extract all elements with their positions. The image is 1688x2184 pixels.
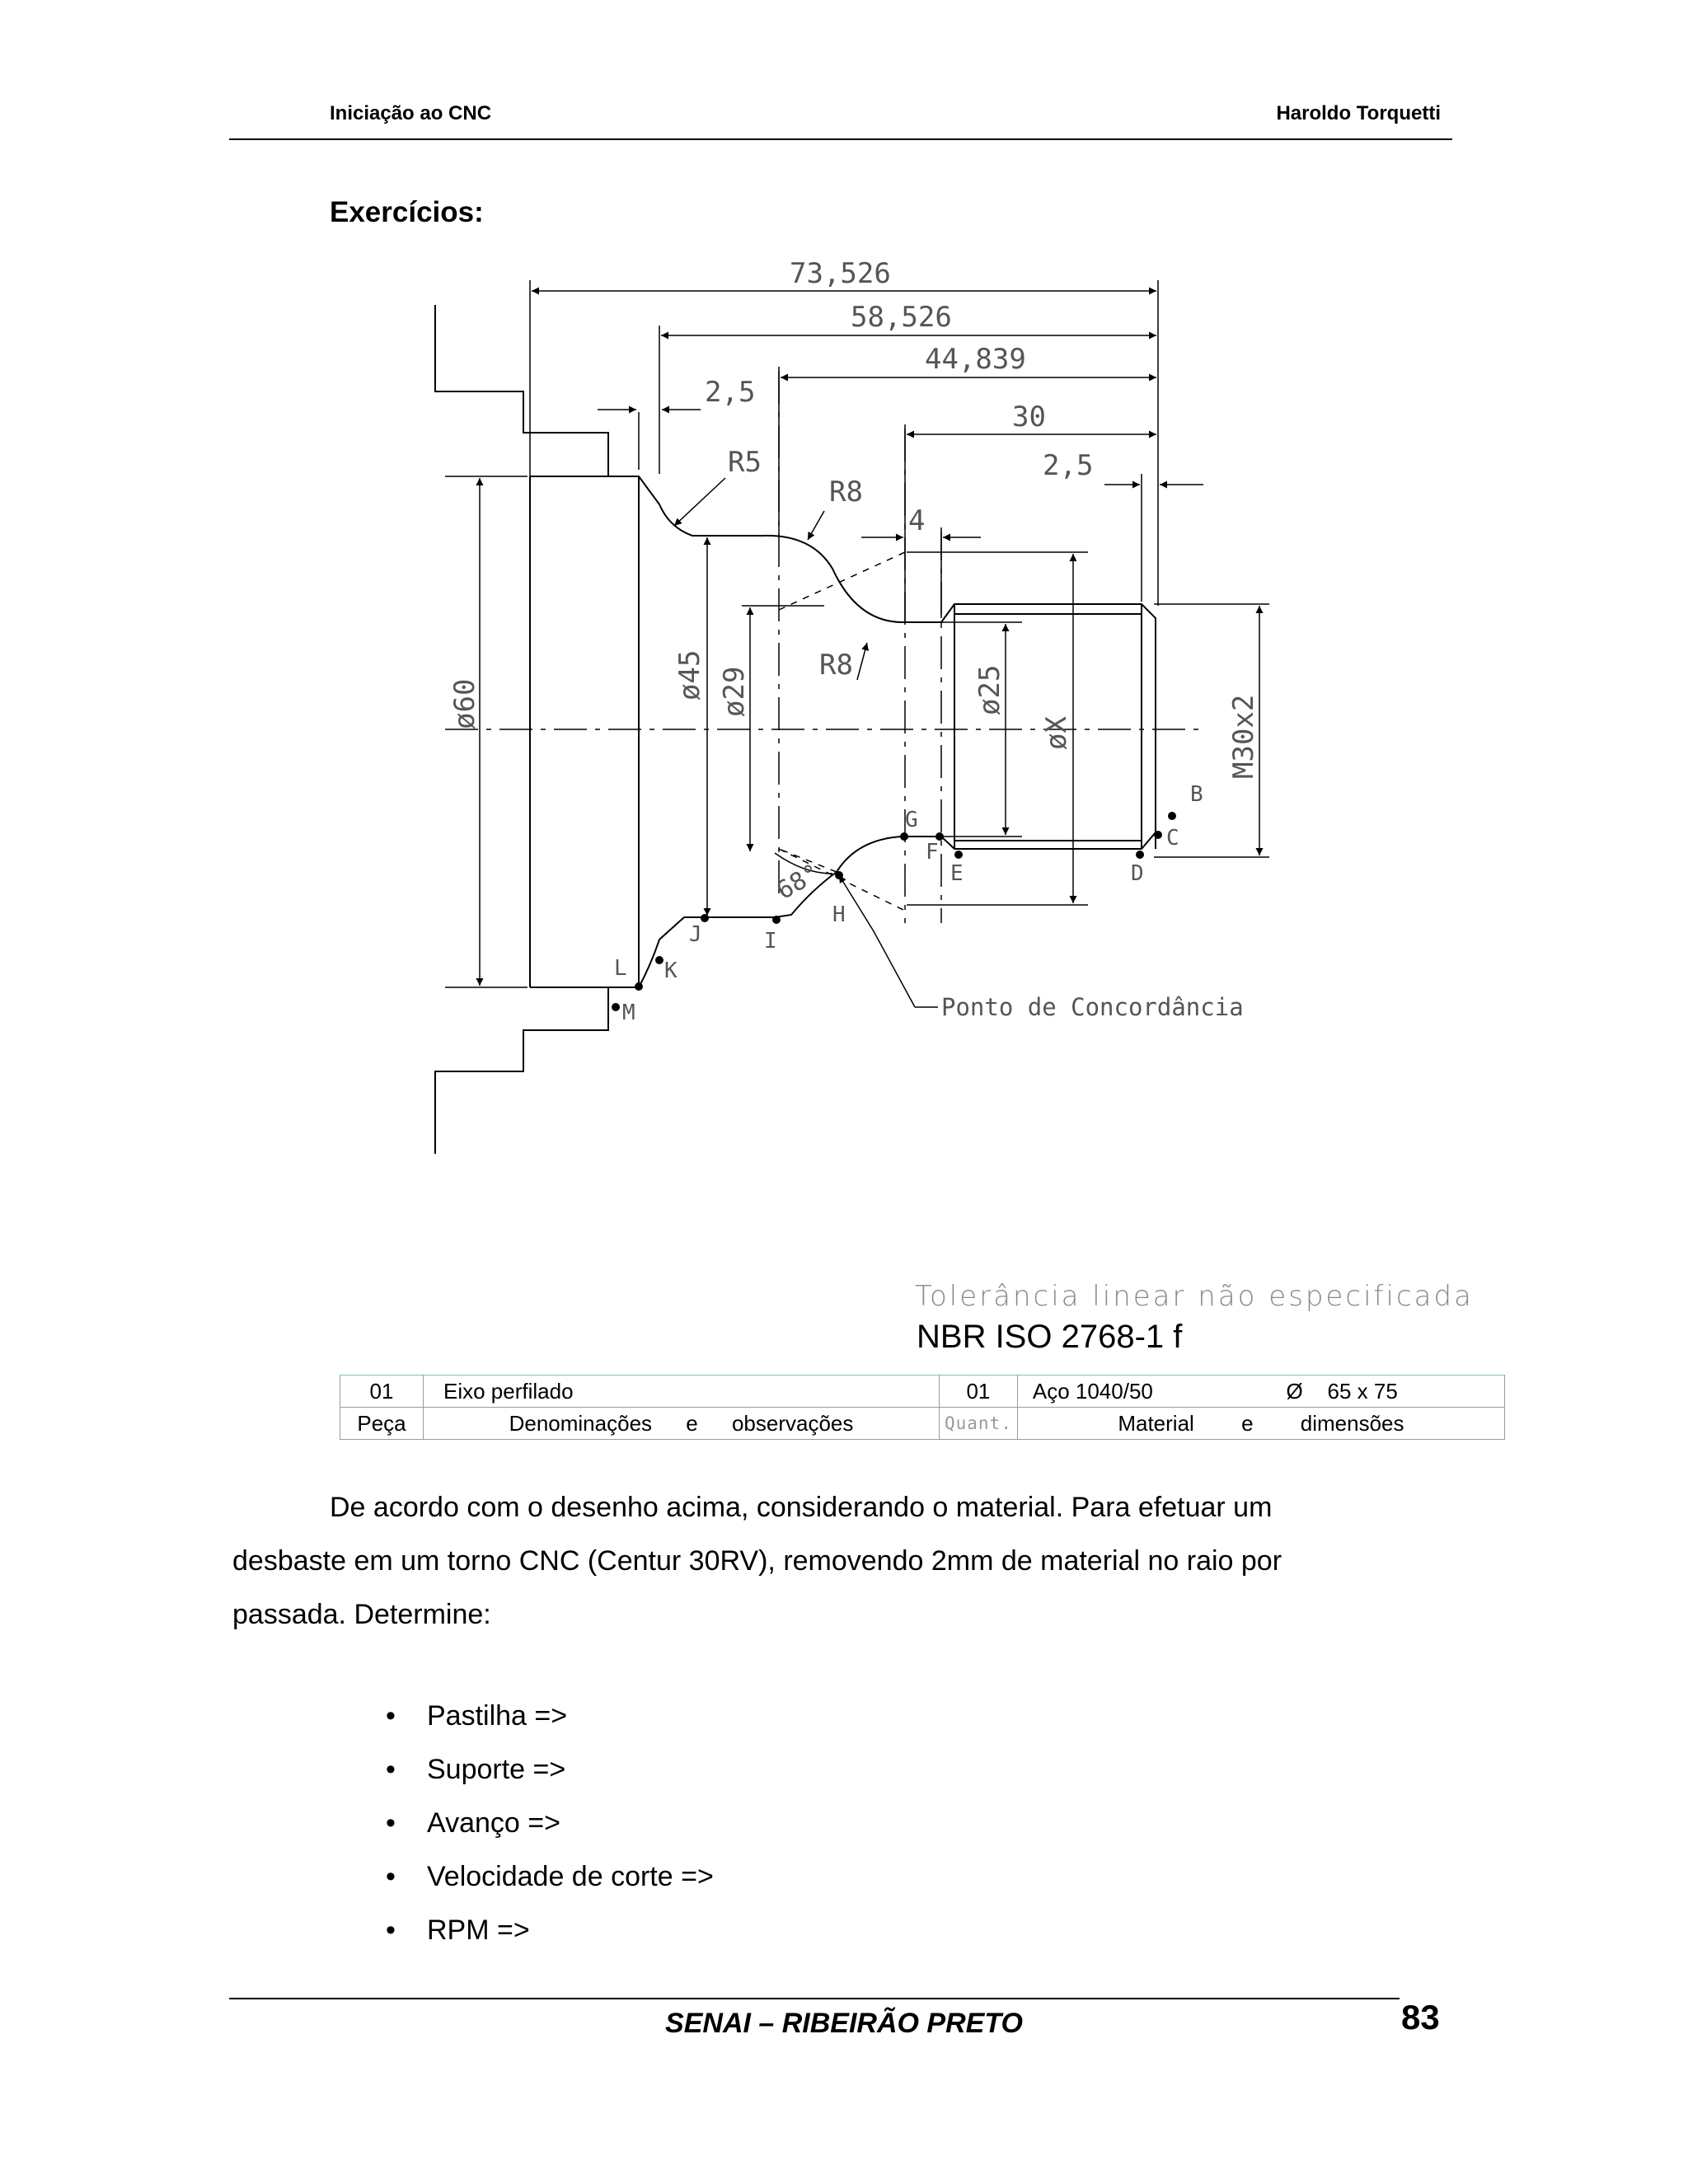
- footer-center: SENAI – RIBEIRÃO PRETO: [665, 2008, 1023, 2039]
- question-text: Avanço =>: [427, 1807, 560, 1839]
- question-text: Suporte =>: [427, 1754, 566, 1785]
- label-44839: 44,839: [925, 343, 1026, 376]
- point-label-D: D: [1131, 861, 1144, 886]
- question-text: RPM =>: [427, 1915, 530, 1946]
- diameter-symbol: Ø: [1286, 1378, 1303, 1404]
- chuck-top-outline: [435, 305, 608, 476]
- cell-piece-header: Peça: [340, 1408, 424, 1440]
- chuck-bottom-outline: [435, 987, 608, 1154]
- section-title: Exercícios:: [330, 196, 484, 228]
- point-J: [701, 914, 709, 922]
- list-item: [376, 1743, 714, 1797]
- leader-r5: [674, 478, 725, 526]
- list-item: [376, 1797, 714, 1850]
- label-r8-top: R8: [829, 476, 863, 509]
- point-H: [835, 871, 843, 879]
- leader-r8-bottom: [857, 643, 867, 680]
- question-list: [376, 1690, 714, 1957]
- page-number: 83: [1401, 1998, 1440, 2036]
- cell-material: [1017, 1376, 1504, 1408]
- label-thread: M30x2: [1227, 694, 1260, 779]
- construction-line-1: [779, 552, 905, 610]
- title-block-row: [340, 1376, 1505, 1408]
- point-L: [635, 982, 643, 991]
- label-58526: 58,526: [851, 301, 952, 334]
- cell-material-header: [1017, 1408, 1504, 1440]
- cell-qty: 01: [940, 1376, 1018, 1408]
- cell-qty-header: Quant.: [940, 1408, 1018, 1440]
- point-B: [1168, 812, 1176, 820]
- leader-r8-top: [808, 511, 824, 540]
- question-text: Velocidade de corte =>: [427, 1861, 714, 1892]
- title-block-row: [340, 1408, 1505, 1440]
- header-word: dimensões: [1300, 1410, 1404, 1436]
- footer-rule: [229, 1998, 1400, 1999]
- label-diaX: øX: [1040, 716, 1073, 750]
- label-dia45: ø45: [673, 649, 706, 701]
- point-label-G: G: [905, 808, 918, 832]
- paragraph-line-1: De acordo com o desenho acima, considerando o material. Para efetuar um: [330, 1492, 1273, 1523]
- bullet-icon: •: [386, 1807, 396, 1839]
- tolerance-standard: NBR ISO 2768-1 f: [917, 1319, 1183, 1355]
- leader-concordance: [839, 875, 915, 1007]
- title-block: [340, 1375, 1505, 1440]
- paragraph-line-2: desbaste em um torno CNC (Centur 30RV), removendo 2mm de material no raio por: [232, 1545, 1282, 1577]
- point-label-C: C: [1166, 826, 1179, 851]
- material-text: Aço 1040/50: [1032, 1378, 1153, 1404]
- point-label-K: K: [664, 958, 678, 983]
- point-D: [1136, 851, 1144, 859]
- point-I: [772, 916, 781, 924]
- paragraph-line-3: passada. Determine:: [232, 1599, 491, 1630]
- point-E: [954, 851, 963, 859]
- header-word: e: [1241, 1410, 1254, 1436]
- point-G: [900, 832, 908, 841]
- header-right: Haroldo Torquetti: [1276, 102, 1441, 124]
- cell-name: Eixo perfilado: [424, 1376, 940, 1408]
- point-label-L: L: [614, 956, 627, 981]
- label-4: 4: [908, 504, 926, 537]
- point-label-H: H: [832, 902, 846, 927]
- cell-piece: 01: [340, 1376, 424, 1408]
- bullet-icon: •: [386, 1861, 396, 1892]
- point-label-B: B: [1190, 782, 1203, 807]
- label-r8-bottom: R8: [819, 649, 853, 682]
- point-K: [655, 956, 663, 964]
- point-C: [1154, 831, 1162, 839]
- label-dia60: ø60: [448, 678, 481, 729]
- list-item: [376, 1690, 714, 1743]
- bullet-icon: •: [386, 1754, 396, 1785]
- point-label-M: M: [622, 1001, 635, 1025]
- point-M: [612, 1003, 620, 1011]
- point-label-E: E: [950, 861, 964, 886]
- label-73526: 73,526: [790, 257, 891, 290]
- question-text: Pastilha =>: [427, 1700, 568, 1732]
- point-label-I: I: [764, 929, 777, 954]
- label-25-left: 2,5: [705, 376, 756, 409]
- label-30: 30: [1012, 401, 1046, 434]
- label-angle: 68°: [771, 858, 825, 906]
- label-25-right: 2,5: [1043, 449, 1094, 482]
- label-dia29: ø29: [718, 666, 751, 717]
- cell-name-header: [424, 1408, 940, 1440]
- point-label-F: F: [926, 840, 939, 865]
- bullet-icon: •: [386, 1915, 396, 1946]
- bullet-icon: •: [386, 1700, 396, 1732]
- tolerance-note: Tolerância linear não especificada: [915, 1280, 1474, 1313]
- label-dia25: ø25: [973, 664, 1006, 715]
- point-label-J: J: [689, 922, 702, 947]
- label-r5: R5: [728, 446, 762, 479]
- header-word: Denominações: [509, 1410, 653, 1436]
- header-left: Iniciação ao CNC: [330, 102, 492, 124]
- header-word: e: [686, 1410, 698, 1436]
- concordance-callout: Ponto de Concordância: [941, 993, 1244, 1021]
- material-dims: 65 x 75: [1327, 1378, 1398, 1404]
- list-item: [376, 1904, 714, 1957]
- header-word: observações: [731, 1410, 854, 1436]
- list-item: [376, 1850, 714, 1904]
- header-word: Material: [1118, 1410, 1194, 1436]
